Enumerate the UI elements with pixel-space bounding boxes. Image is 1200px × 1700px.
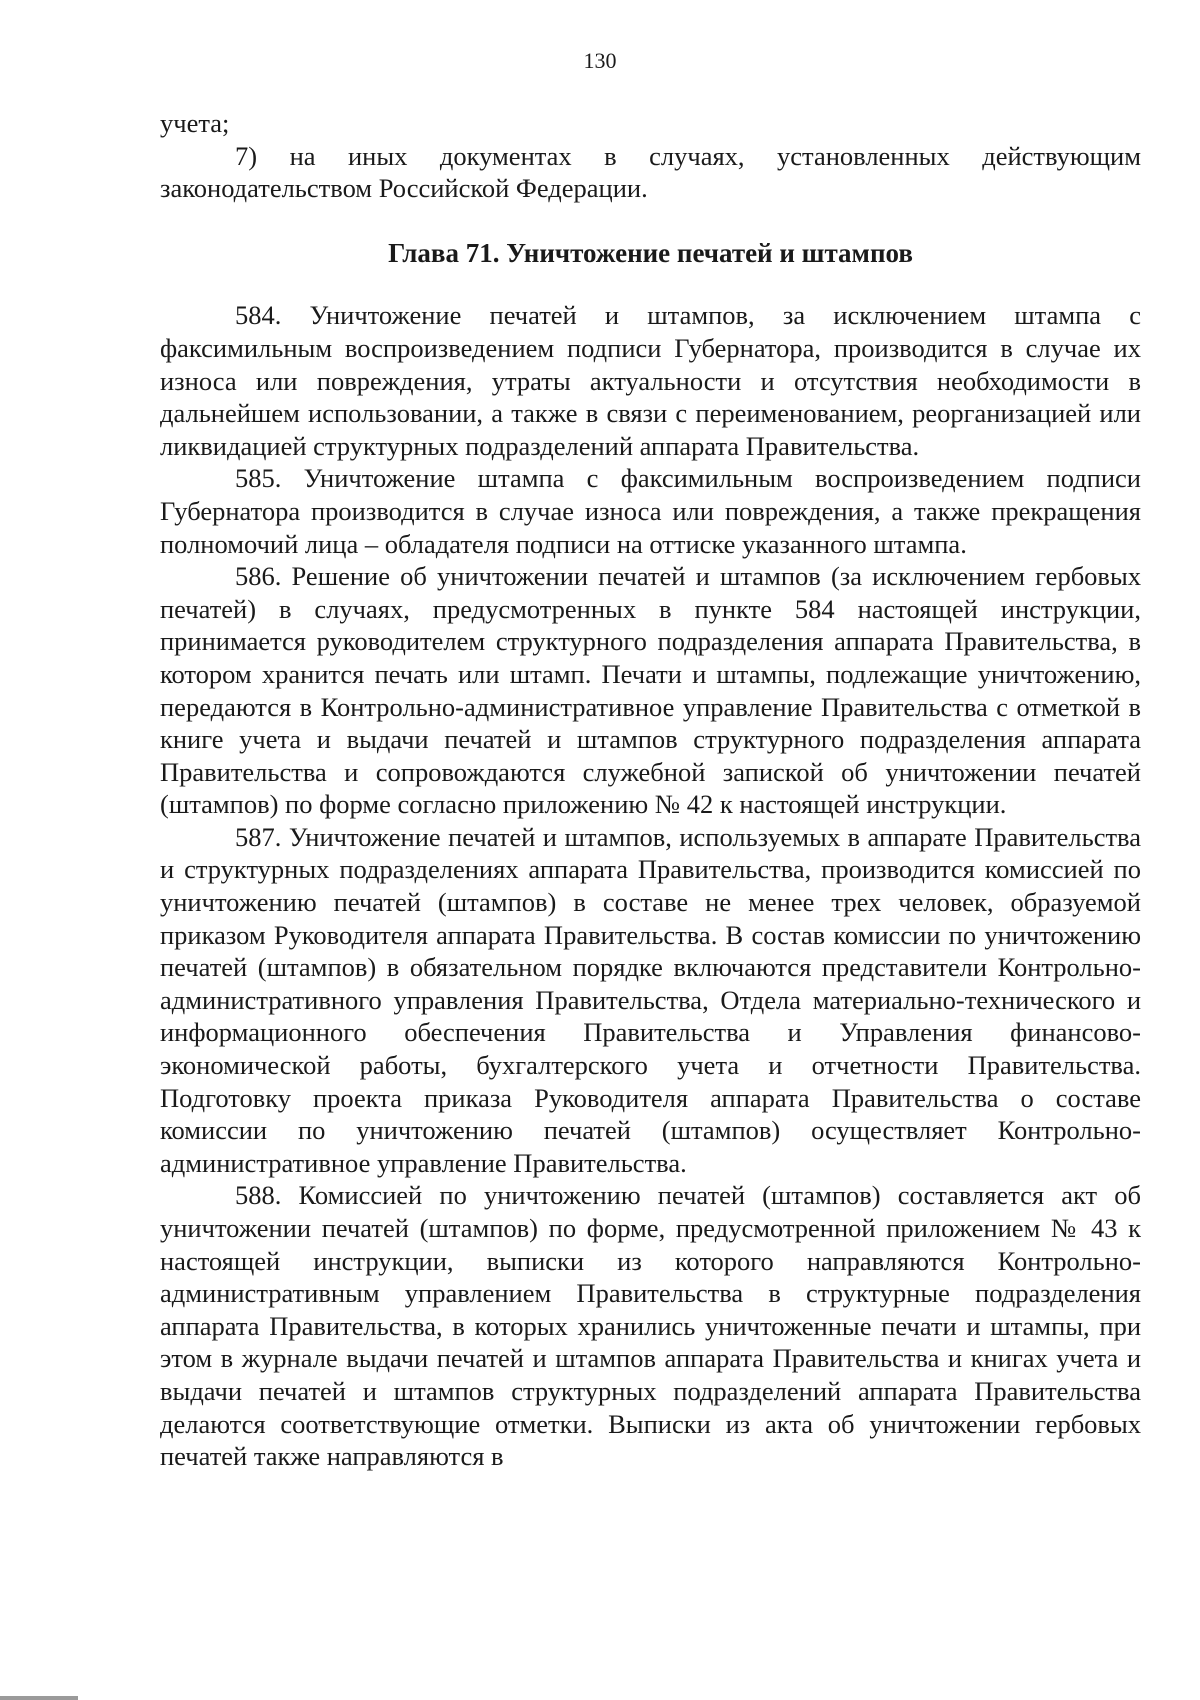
paragraph-587: 587. Уничтожение печатей и штампов, используемых в аппарате Правительства и структурных подразделениях аппарата Правительства, производится комиссией по уничтожению печатей (штампов) в составе не менее трех человек, образуемой приказом Руководителя аппарата Правительства. В состав комиссии по уничтожению печатей (штампов) в обязательном порядке включаются представители Контрольно-административного управления Правительства, Отдела материально-технического и информационного обеспечения Правительства и Управления финансово-экономической работы, бухгалтерского учета и отчетности Правительства. Подготовку проекта приказа Руководителя аппарата Правительства о составе комиссии по уничтожению печатей (штампов) осуществляет Контрольно-административное управление Правительства. <box>160 821 1141 1178</box>
paragraph-588: 588. Комиссией по уничтожению печатей (штампов) составляется акт об уничтожении печатей (штампов) по форме, предусмотренной приложением № 43 к настоящей инструкции, выписки из которого направляются Контрольно-административным управлением Правительства в структурные подразделения аппарата Правительства, в которых хранились уничтоженные печати и штампы, при этом в журнале выдачи печатей и штампов аппарата Правительства и книгах учета и выдачи печатей и штампов структурных подразделений аппарата Правительства делаются соответствующие отметки. Выписки из акта об уничтожении гербовых печатей также направляются в <box>160 1180 1141 1472</box>
document-body <box>160 107 1141 1473</box>
scan-edge-mark <box>0 1696 78 1700</box>
paragraph-586: 586. Решение об уничтожении печатей и штампов (за исключением гербовых печатей) в случаях, предусмотренных в пункте 584 настоящей инструкции, принимается руководителем структурного подразделения аппарата Правительства, в котором хранится печать или штамп. Печати и штампы, подлежащие уничтожению, передаются в Контрольно-административное управление Правительства с отметкой в книге учета и выдачи печатей и штампов структурного подразделения аппарата Правительства и сопровождаются служебной запиской об уничтожении печатей (штампов) по форме согласно приложению № 42 к настоящей инструкции. <box>160 561 1141 820</box>
paragraph-585: 585. Уничтожение штампа с факсимильным воспроизведением подписи Губернатора производится в случае износа или повреждения, а также прекращения полномочий лица – обладателя подписи на оттиске указанного штампа. <box>160 463 1141 559</box>
continuation-text: учета; <box>160 108 230 138</box>
page-number: 130 <box>583 48 617 73</box>
list-item-7: 7) на иных документах в случаях, установленных действующим законодательством Российской Федерации. <box>160 140 1141 204</box>
paragraph-584: 584. Уничтожение печатей и штампов, за исключением штампа с факсимильным воспроизведением подписи Губернатора, производится в случае их износа или повреждения, утраты актуальности и отсутствия необходимости в дальнейшем использовании, а также в связи с переименованием, реорганизацией или ликвидацией структурных подразделений аппарата Правительства. <box>160 300 1141 461</box>
chapter-title: Глава 71. Уничтожение печатей и штампов <box>388 237 913 268</box>
